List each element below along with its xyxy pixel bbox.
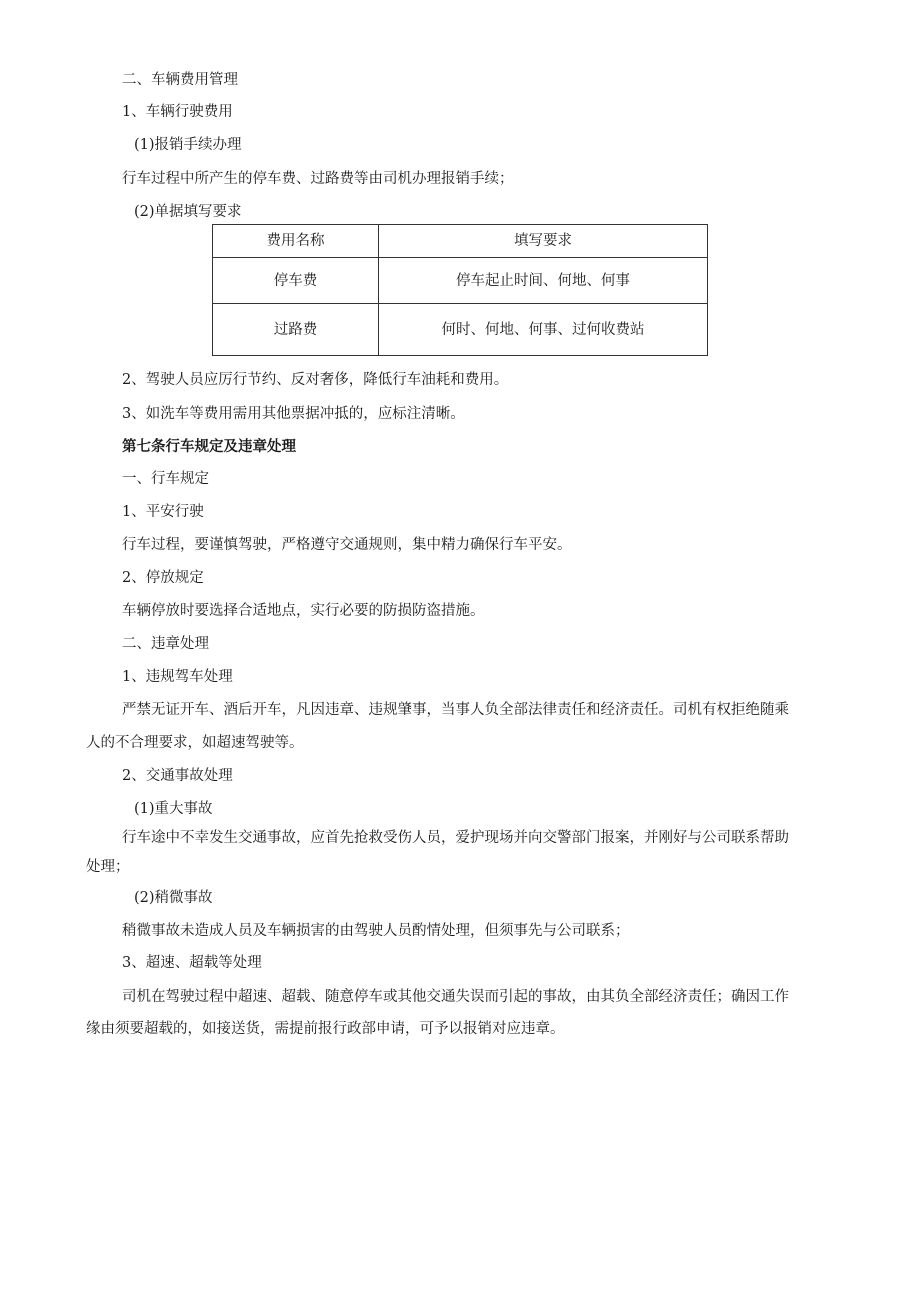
section-heading: 二、违章处理 [122, 636, 209, 652]
subsection-heading: 3、超速、超载等处理 [122, 955, 262, 971]
paragraph: 行车过程，要谨慎驾驶，严格遵守交通规则，集中精力确保行车平安。 [122, 537, 572, 553]
paragraph: 行车途中不幸发生交通事故，应首先抢救受伤人员，爱护现场并向交警部门报案，并刚好与公司联系帮助 [122, 830, 789, 846]
item-heading: (2)稍微事故 [134, 890, 213, 906]
paragraph: 3、如洗车等费用需用其他票据冲抵的，应标注清晰。 [122, 406, 465, 422]
subsection-heading: 1、违规驾车处理 [122, 669, 233, 685]
paragraph: 行车过程中所产生的停车费、过路费等由司机办理报销手续； [122, 171, 514, 187]
paragraph-continuation: 处理； [86, 859, 130, 875]
table-cell: 停车起止时间、何地、何事 [379, 258, 708, 304]
table-cell: 过路费 [213, 304, 379, 356]
article-heading: 第七条行车规定及违章处理 [122, 438, 296, 455]
table-header-row [213, 225, 708, 258]
item-heading: (2)单据填写要求 [134, 204, 242, 220]
item-heading: (1)报销手续办理 [134, 137, 242, 153]
subsection-heading: 1、车辆行驶费用 [122, 104, 233, 120]
paragraph-continuation: 缘由须要超载的，如接送货，需提前报行政部申请，可予以报销对应违章。 [86, 1021, 565, 1037]
table-cell: 停车费 [213, 258, 379, 304]
table-cell: 何时、何地、何事、过何收费站 [379, 304, 708, 356]
table-row [213, 304, 708, 356]
subsection-heading: 2、交通事故处理 [122, 768, 233, 784]
subsection-heading: 1、平安行驶 [122, 504, 204, 520]
fee-requirements-table [212, 224, 708, 356]
paragraph: 车辆停放时要选择合适地点，实行必要的防损防盗措施。 [122, 603, 485, 619]
item-heading: (1)重大事故 [134, 801, 213, 817]
paragraph: 司机在驾驶过程中超速、超载、随意停车或其他交通失误而引起的事故，由其负全部经济责任；确因工作 [122, 989, 789, 1005]
section-heading: 一、行车规定 [122, 471, 209, 487]
subsection-heading: 2、停放规定 [122, 570, 204, 586]
section-heading: 二、车辆费用管理 [122, 72, 238, 88]
paragraph: 稍微事故未造成人员及车辆损害的由驾驶人员酌情处理，但须事先与公司联系； [122, 923, 630, 939]
paragraph: 2、驾驶人员应厉行节约、反对奢侈，降低行车油耗和费用。 [122, 372, 509, 388]
table-header-cell: 费用名称 [213, 225, 379, 258]
paragraph-continuation: 人的不合理要求，如超速驾驶等。 [86, 735, 304, 751]
table-row [213, 258, 708, 304]
paragraph: 严禁无证开车、酒后开车，凡因违章、违规肇事，当事人负全部法律责任和经济责任。司机有权拒绝随乘 [122, 702, 789, 718]
table-header-cell: 填写要求 [379, 225, 708, 258]
